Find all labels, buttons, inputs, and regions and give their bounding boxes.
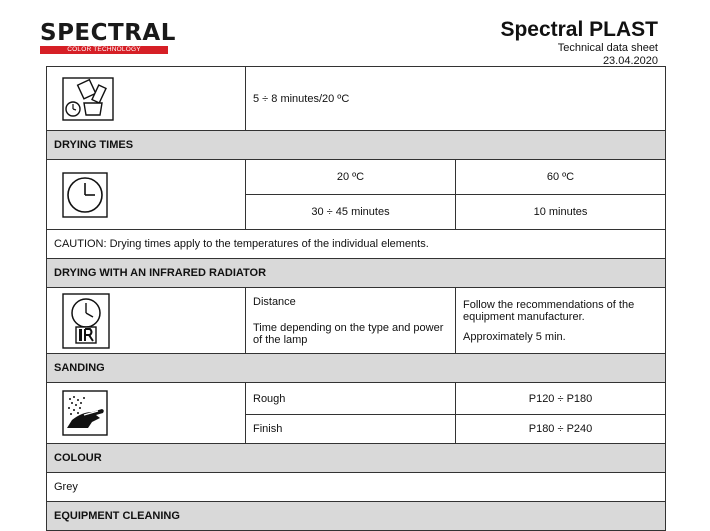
sanding-finish-value: P180 ÷ P240	[456, 415, 666, 444]
sanding-rough-label: Rough	[246, 383, 456, 415]
mixing-pot-life-icon	[62, 77, 114, 121]
infrared-row	[47, 288, 666, 354]
company-logo	[40, 20, 176, 54]
drying-times-heading: DRYING TIMES	[47, 131, 666, 160]
infrared-distance-value: Follow the recommendations of the equipment manufacturer.	[463, 298, 635, 323]
drying-times-header-row	[47, 131, 666, 160]
infrared-distance-label: Distance	[253, 295, 296, 308]
infrared-time-label: Time depending on the type and power of the lamp	[253, 321, 444, 346]
infrared-header-row	[47, 259, 666, 288]
logo-wordmark: SPECTRAL	[40, 20, 176, 46]
colour-heading: COLOUR	[47, 444, 666, 473]
technical-data-table	[46, 66, 666, 531]
infrared-time-value: Approximately 5 min.	[463, 330, 566, 343]
cleaning-header-row	[47, 502, 666, 531]
infrared-icon-cell	[47, 288, 246, 354]
logo-tagline: COLOR TECHNOLOGY	[40, 46, 168, 54]
document-subtitle: Technical data sheet	[557, 42, 658, 54]
infrared-clock-icon	[62, 293, 110, 349]
sanding-header-row	[47, 354, 666, 383]
drying-caution-text: CAUTION: Drying times apply to the temperatures of the individual elements.	[47, 230, 666, 259]
drying-temperature-row	[47, 160, 666, 195]
colour-header-row	[47, 444, 666, 473]
flash-off-value: 5 ÷ 8 minutes/20 ºC	[246, 67, 666, 131]
sanding-rough-value: P120 ÷ P180	[456, 383, 666, 415]
colour-value-row	[47, 473, 666, 502]
drying-caution-row	[47, 230, 666, 259]
drying-temp-20: 20 ºC	[246, 160, 456, 195]
infrared-values-cell	[456, 288, 666, 354]
colour-value: Grey	[47, 473, 666, 502]
infrared-heading: DRYING WITH AN INFRARED RADIATOR	[47, 259, 666, 288]
drying-time-20: 30 ÷ 45 minutes	[246, 195, 456, 230]
flash-off-row	[47, 67, 666, 131]
document-title: Spectral PLAST	[500, 18, 658, 41]
infrared-labels-cell	[246, 288, 456, 354]
drying-icon-cell	[47, 160, 246, 230]
document-date: 23.04.2020	[602, 55, 658, 67]
sanding-finish-label: Finish	[246, 415, 456, 444]
sanding-hand-icon	[62, 390, 108, 436]
clock-icon	[62, 172, 108, 218]
document-header	[500, 18, 658, 68]
sanding-icon-cell	[47, 383, 246, 444]
flash-off-icon-cell	[47, 67, 246, 131]
drying-temp-60: 60 ºC	[456, 160, 666, 195]
sanding-rough-row	[47, 383, 666, 415]
sanding-heading: SANDING	[47, 354, 666, 383]
cleaning-heading: EQUIPMENT CLEANING	[47, 502, 666, 531]
drying-time-60: 10 minutes	[456, 195, 666, 230]
